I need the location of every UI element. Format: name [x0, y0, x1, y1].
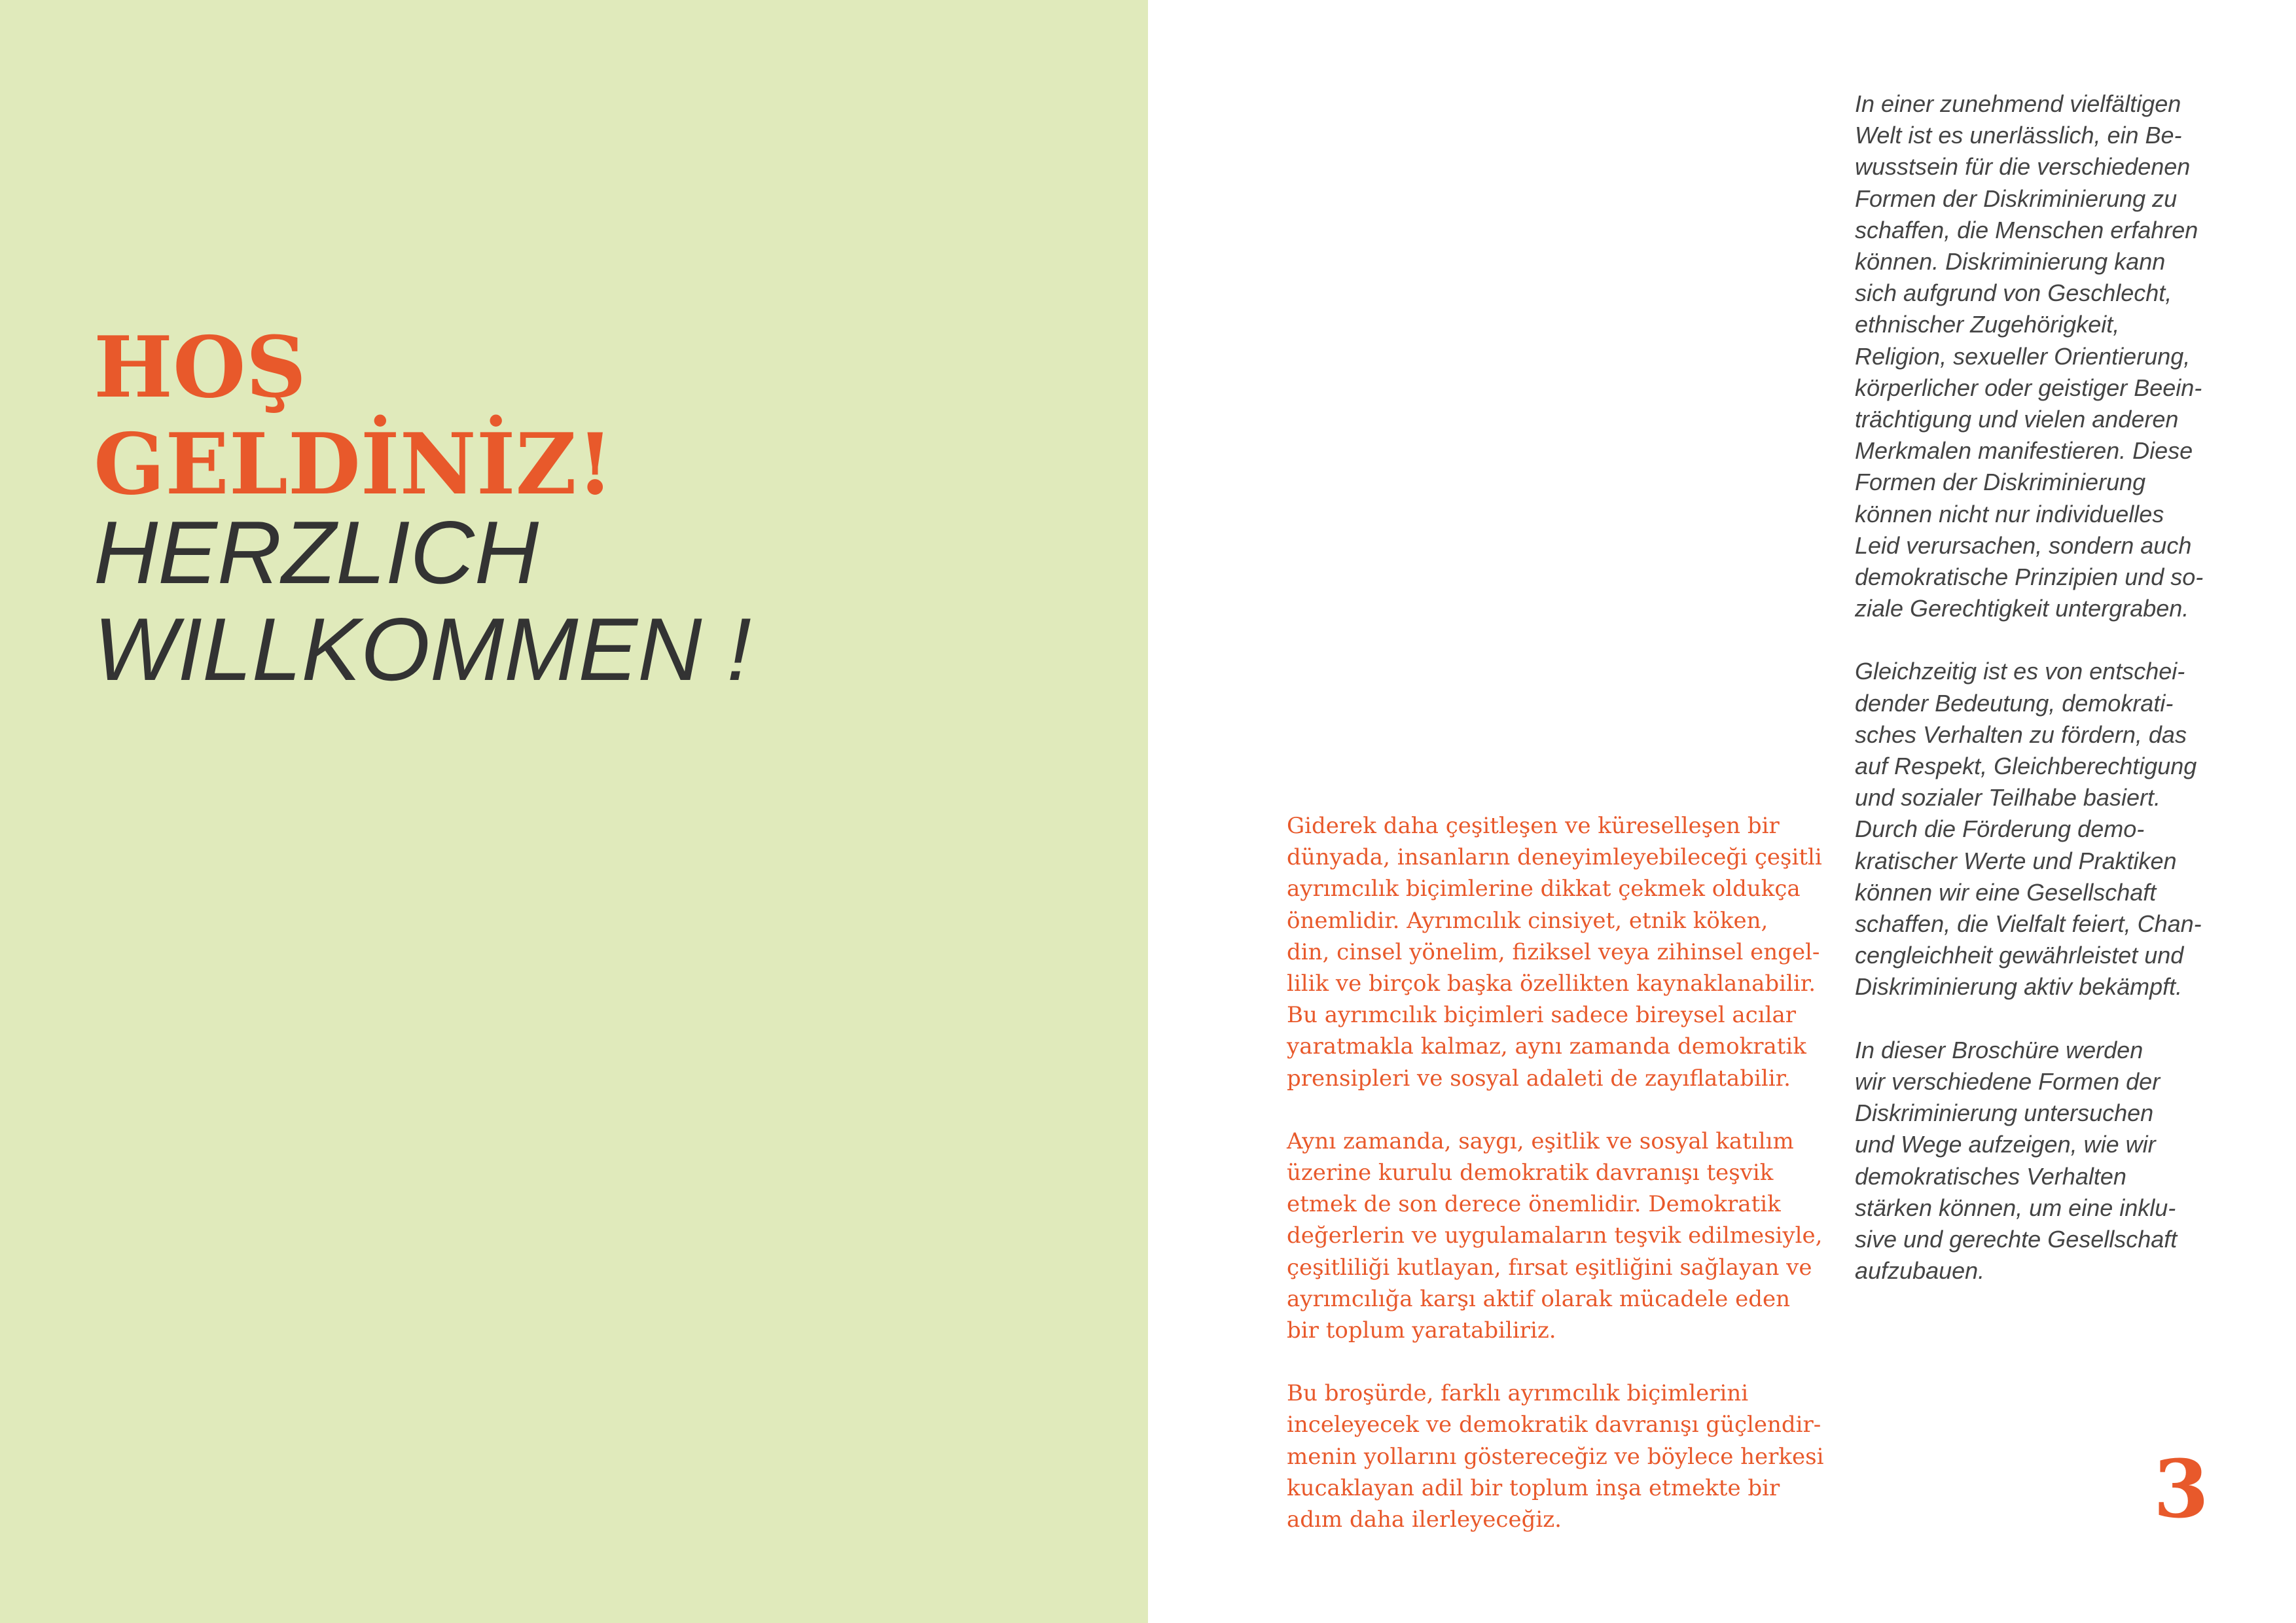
- text-line: prensipleri ve sosyal adaleti de zayıflatabilir.: [1287, 1065, 1791, 1092]
- text-line: demokratisches Verhalten: [1855, 1162, 2126, 1190]
- text-line: In einer zunehmend vielfältigen: [1855, 90, 2181, 117]
- text-line: wir verschiedene Formen der: [1855, 1067, 2161, 1095]
- paragraph: [1855, 656, 2221, 1003]
- text-line: cengleichheit gewährleistet und: [1855, 942, 2184, 969]
- heading-line: HOŞ: [94, 319, 306, 417]
- paragraph: [1287, 1378, 1843, 1535]
- text-line: körperlicher oder geistiger Beein-: [1855, 374, 2202, 401]
- text-line: Formen der Diskriminierung: [1855, 469, 2146, 496]
- text-line: können. Diskriminierung kann: [1855, 248, 2166, 276]
- text-line: sich aufgrund von Geschlecht,: [1855, 279, 2172, 307]
- text-line: Aynı zamanda, saygı, eşitlik ve sosyal katılım: [1287, 1128, 1794, 1154]
- text-line: Bu broşürde, farklı ayrımcılık biçimlerini: [1287, 1380, 1749, 1407]
- text-line: lilik ve birçok başka özellikten kaynaklanabilir.: [1287, 971, 1816, 997]
- text-line: çeşitliliği kutlayan, fırsat eşitliğini sağlayan ve: [1287, 1254, 1812, 1281]
- text-line: Bu ayrımcılık biçimleri sadece bireysel acılar: [1287, 1002, 1796, 1029]
- turkish-text-column: [1287, 810, 1843, 1567]
- text-line: önemlidir. Ayrımcılık cinsiyet, etnik köken,: [1287, 907, 1768, 934]
- text-line: dünyada, insanların deneyimleyebileceği çeşitli: [1287, 844, 1822, 871]
- text-line: demokratische Prinzipien und so-: [1855, 563, 2204, 591]
- text-line: aufzubauen.: [1855, 1257, 1985, 1285]
- text-line: schaffen, die Menschen erfahren: [1855, 216, 2198, 243]
- heading-line: WILLKOMMEN !: [94, 599, 751, 699]
- text-line: stärken können, um eine inklu-: [1855, 1194, 2176, 1221]
- text-line: ayrımcılık biçimlerine dikkat çekmek oldukça: [1287, 876, 1801, 902]
- text-line: Merkmalen manifestieren. Diese: [1855, 437, 2193, 465]
- text-line: auf Respekt, Gleichberechtigung: [1855, 753, 2197, 780]
- text-line: menin yollarını göstereceğiz ve böylece herkesi: [1287, 1443, 1824, 1470]
- page-number: 3: [2153, 1442, 2209, 1536]
- text-line: din, cinsel yönelim, fiziksel veya zihinsel engel-: [1287, 938, 1820, 965]
- text-line: Durch die Förderung demo-: [1855, 815, 2145, 843]
- text-line: üzerine kurulu demokratik davranışı teşvik: [1287, 1160, 1774, 1186]
- text-line: adım daha ilerleyeceğiz.: [1287, 1507, 1562, 1533]
- text-line: Diskriminierung aktiv bekämpft.: [1855, 973, 2183, 1001]
- text-line: können nicht nur individuelles: [1855, 500, 2164, 527]
- text-line: In dieser Broschüre werden: [1855, 1036, 2144, 1063]
- paragraph: [1855, 1035, 2221, 1287]
- text-line: Welt ist es unerlässlich, ein Be-: [1855, 122, 2182, 149]
- text-line: değerlerin ve uygulamaların teşvik edilmesiyle,: [1287, 1222, 1823, 1249]
- text-line: können wir eine Gesellschaft: [1855, 878, 2157, 906]
- text-line: ethnischer Zugehörigkeit,: [1855, 311, 2120, 338]
- text-line: sches Verhalten zu fördern, das: [1855, 721, 2187, 748]
- text-line: etmek de son derece önemlidir. Demokratik: [1287, 1191, 1781, 1218]
- text-line: Gleichzeitig ist es von entschei-: [1855, 658, 2185, 685]
- text-line: sive und gerechte Gesellschaft: [1855, 1225, 2178, 1253]
- german-text-column: [1855, 88, 2221, 1318]
- heading-german: [94, 504, 1075, 698]
- text-line: Formen der Diskriminierung zu: [1855, 185, 2178, 212]
- text-line: dender Bedeutung, demokrati-: [1855, 689, 2174, 717]
- paragraph: [1287, 810, 1843, 1094]
- text-line: und sozialer Teilhabe basiert.: [1855, 784, 2161, 812]
- heading-turkish: [94, 319, 1075, 513]
- heading-line: GELDİNİZ!: [94, 416, 614, 514]
- paragraph: [1287, 1126, 1843, 1346]
- text-line: inceleyecek ve demokratik davranışı güçlendir-: [1287, 1412, 1821, 1438]
- text-line: Diskriminierung untersuchen: [1855, 1099, 2154, 1127]
- text-line: Religion, sexueller Orientierung,: [1855, 342, 2191, 370]
- text-line: ayrımcılığa karşı aktif olarak mücadele eden: [1287, 1285, 1791, 1312]
- heading-line: HERZLICH: [94, 503, 539, 602]
- text-line: schaffen, die Vielfalt feiert, Chan-: [1855, 910, 2202, 938]
- text-line: wusstsein für die verschiedenen: [1855, 153, 2191, 181]
- text-line: yaratmakla kalmaz, aynı zamanda demokratik: [1287, 1033, 1806, 1060]
- text-line: und Wege aufzeigen, wie wir: [1855, 1131, 2156, 1158]
- text-line: bir toplum yaratabiliriz.: [1287, 1317, 1556, 1344]
- text-line: kratischer Werte und Praktiken: [1855, 847, 2177, 874]
- text-line: kucaklayan adil bir toplum inşa etmekte bir: [1287, 1474, 1780, 1501]
- text-line: Giderek daha çeşitleşen ve küreselleşen bir: [1287, 813, 1780, 839]
- text-line: Leid verursachen, sondern auch: [1855, 531, 2192, 559]
- text-line: trächtigung und vielen anderen: [1855, 406, 2179, 433]
- paragraph: [1855, 88, 2221, 624]
- text-line: ziale Gerechtigkeit untergraben.: [1855, 595, 2189, 622]
